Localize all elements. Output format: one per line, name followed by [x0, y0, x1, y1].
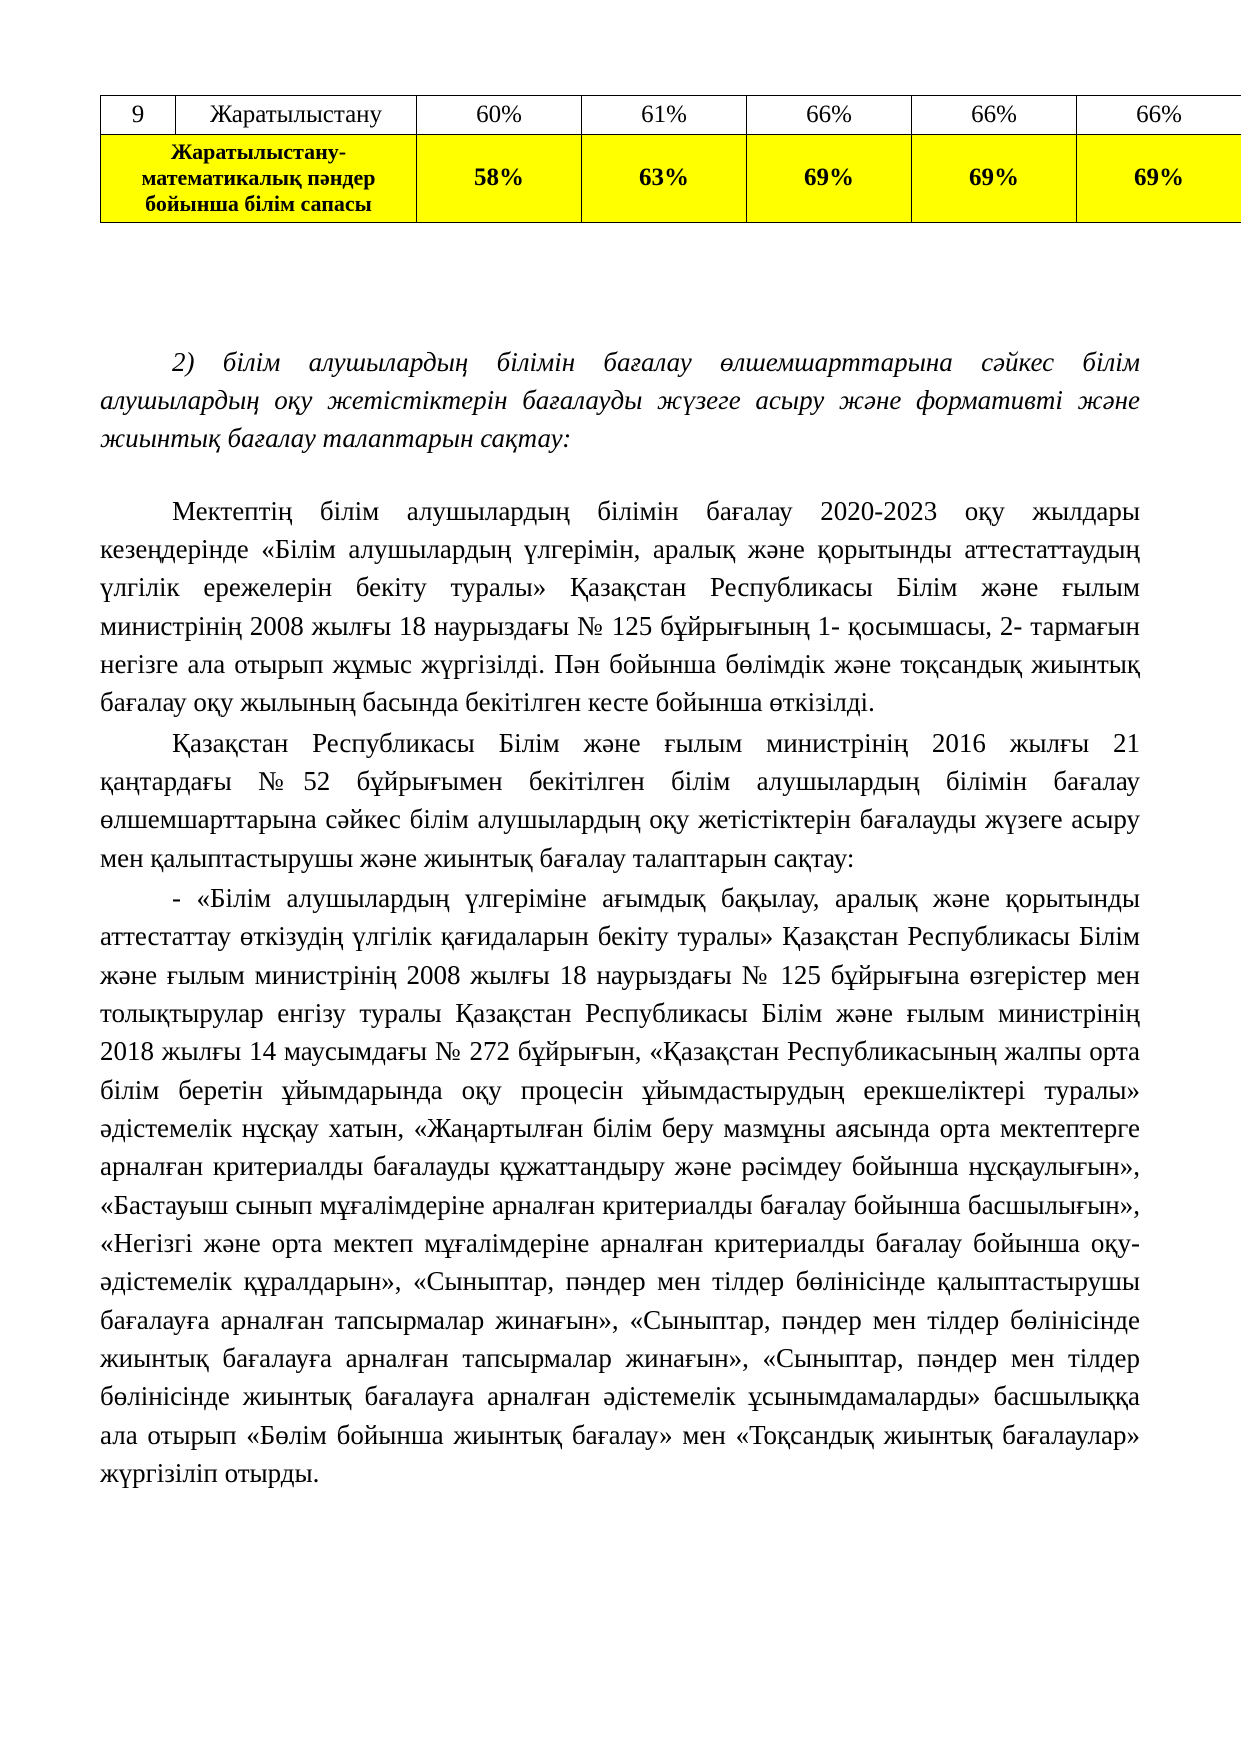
- summary-value-1: 58%: [417, 134, 582, 222]
- row-number: 9: [101, 96, 176, 135]
- row-value-1: 60%: [417, 96, 582, 135]
- table-row-summary: [101, 134, 1241, 222]
- paragraph-3: - «Білім алушылардың үлгеріміне ағымдық бақылау, аралық және қорытынды аттестаттау өткізудің үлгілік қағидаларын бекіту туралы» Қазақстан Республикасы Білім және ғылым министрінің 2008 жылғы 18 наурыздағы № 125 бұйрығына өзгерістер мен толықтырулар енгізу туралы Қазақстан Республикасы Білім және ғылым министрінің 2018 жылғы 14 маусымдағы № 272 бұйрығын, «Қазақстан Республикасының жалпы орта білім беретін ұйымдарында оқу процесін ұйымдастырудың ерекшеліктері туралы» әдістемелік нұсқау хатын, «Жаңартылған білім беру мазмұны аясында орта мектептерге арналған критериалды бағалауды құжаттандыру және рәсімдеу бойынша нұсқаулығын», «Бастауыш сынып мұғалімдеріне арналған критериалды бағалау бойынша басшылығын», «Негізгі және орта мектеп мұғалімдеріне арналған критериалды бағалау бойынша оқу-әдістемелік құралдарын», «Сыныптар, пәндер мен тілдер бөлінісінде қалыптастырушы бағалауға арналған тапсырмалар жинағын», «Сыныптар, пәндер мен тілдер бөлінісінде жиынтық бағалауға арналған тапсырмалар жинағын», «Сыныптар, пәндер мен тілдер бөлінісінде жиынтық бағалауға арналған әдістемелік ұсынымдамаларды» басшылыққа ала отырып «Бөлім бойынша жиынтық бағалау» мен «Тоқсандық жиынтық бағалаулар» жүргізіліп отырды.: [100, 882, 1140, 1488]
- row-subject: Жаратылыстану: [176, 96, 417, 135]
- section-heading-italic: 2) білім алушылардың білімін бағалау өлшемшарттарына сәйкес білім алушылардың оқу жетістіктерін бағалауды жүзеге асыру және формативті және жиынтық бағалау талаптарын сақтау:: [100, 346, 1140, 454]
- paragraph-1: Мектептің білім алушылардың білімін бағалау 2020-2023 оқу жылдары кезеңдерінде «Білім алушылардың үлгерімін, аралық және қорытынды аттестаттаудың үлгілік ережелерін бекіту туралы» Қазақстан Республикасы Білім және ғылым министрінің 2008 жылғы 18 наурыздағы № 125 бұйрығының 1- қосымшасы, 2- тармағын негізге ала отырып жұмыс жүргізілді. Пән бойынша бөлімдік және тоқсандық жиынтық бағалау оқу жылының басында бекітілген кесте бойынша өткізілді.: [100, 495, 1140, 718]
- row-value-2: 61%: [582, 96, 747, 135]
- row-value-3: 66%: [747, 96, 912, 135]
- row-value-5: 66%: [1077, 96, 1241, 135]
- table-row: [101, 96, 1241, 135]
- summary-value-3: 69%: [747, 134, 912, 222]
- summary-value-5: 69%: [1077, 134, 1241, 222]
- body-text: [100, 343, 1140, 1493]
- row-value-4: 66%: [912, 96, 1077, 135]
- grades-table: [100, 95, 1241, 223]
- summary-value-2: 63%: [582, 134, 747, 222]
- summary-value-4: 69%: [912, 134, 1077, 222]
- section-spacer: [100, 223, 1141, 343]
- paragraph-2: Қазақстан Республикасы Білім және ғылым министрінің 2016 жылғы 21 қаңтардағы №52 бұйрығымен бекітілген білім алушылардың білімін бағалау өлшемшарттарына сәйкес білім алушылардың оқу жетістіктерін бағалауды жүзеге асыру мен қалыптастырушы және жиынтық бағалау талаптарын сақтау:: [100, 727, 1140, 873]
- summary-label: Жаратылыстану-математикалық пәндер бойынша білім сапасы: [101, 134, 417, 222]
